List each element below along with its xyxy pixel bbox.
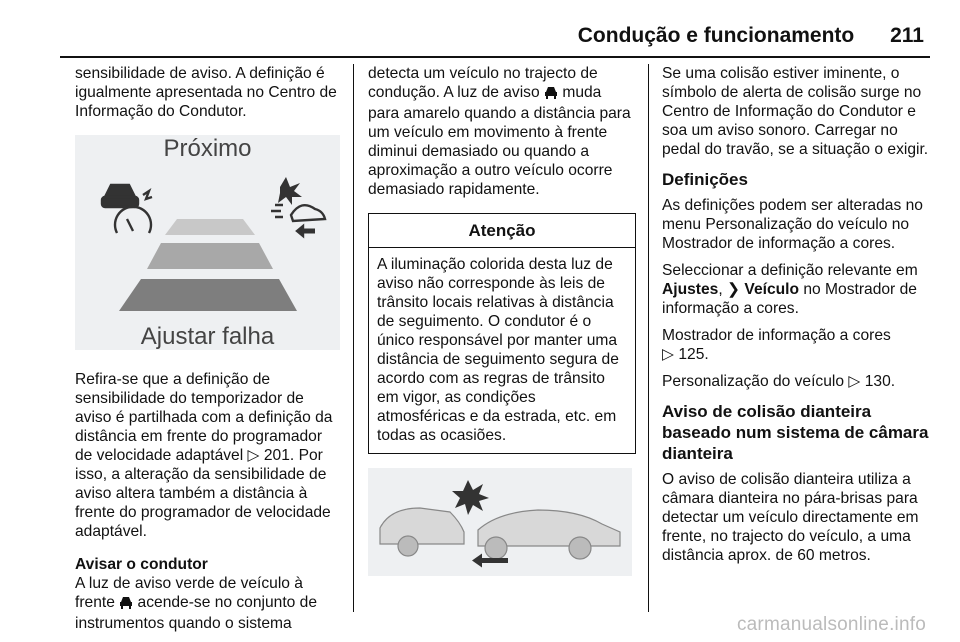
- menu-veiculo: Veículo: [744, 281, 800, 298]
- collision-figure: [368, 468, 632, 576]
- figure-top-label: Próximo: [163, 135, 252, 162]
- paragraph: detecta um veículo no trajecto de condução. A luz de aviso muda para amarelo quando a distância para um veículo em movimento à frente diminui demasiado ou quando a aproximação a outro veículo ocorre demasiado rapidamente.: [368, 65, 631, 198]
- page-reference[interactable]: 125: [678, 346, 705, 363]
- figure-bottom-label: Ajustar falha: [140, 323, 275, 350]
- paragraph: Mostrador de informação a cores ▷ 125.: [662, 327, 891, 363]
- paragraph: sensibilidade de aviso. A definição é igualmente apresentada no Centro de Informação do Condutor.: [75, 65, 337, 120]
- paragraph: Refira-se que a definição de sensibilidade do temporizador de aviso é partilhada com a definição da distância em frente do programador de velocidade adaptável ▷ 201. Por isso, a alteração da sensibilidade de aviso altera também a distância à frente do programador de velocidade adaptável.: [75, 371, 333, 540]
- paragraph: Personalização do veículo ▷ 130.: [662, 373, 896, 390]
- sensitivity-illustration: [75, 135, 340, 350]
- reference-arrow-icon: ▷: [247, 447, 260, 464]
- reference-arrow-icon: ▷: [848, 373, 861, 390]
- own-car-icon: [478, 510, 620, 559]
- header-rule: [60, 56, 930, 58]
- sensitivity-bar-mid: [147, 243, 273, 269]
- page-reference[interactable]: 201: [263, 447, 290, 464]
- collision-warning-icon: [271, 177, 325, 236]
- car-speedometer-icon: [102, 185, 152, 233]
- notice-body: A iluminação colorida desta luz de aviso não corresponde às leis de trânsito locais relativas à distância de seguimento. O condutor é o único responsável por manter uma distância de seguimento segura de acordo com as regras de trânsito em vigor, as condições atmosféricas e da estrada, etc. em todas as ocasiões.: [377, 256, 619, 444]
- page-number: 211: [890, 24, 924, 47]
- vehicle-ahead-icon: [544, 85, 558, 104]
- collision-illustration: [368, 468, 632, 576]
- notice-title: Atenção: [369, 214, 635, 248]
- page-reference[interactable]: 130: [864, 373, 891, 390]
- page-header: [60, 24, 924, 52]
- paragraph: A luz de aviso verde de veículo à frente acende-se no conjunto de instrumentos quando o sistema: [75, 575, 318, 632]
- paragraph: Se uma colisão estiver iminente, o símbolo de alerta de colisão surge no Centro de Informação do Condutor e soa um aviso sonoro. Carregar no pedal do travão, se a situação o exigir.: [662, 65, 929, 158]
- column-divider: [353, 64, 354, 612]
- sensitivity-bar-far: [119, 279, 297, 311]
- paragraph: O aviso de colisão dianteira utiliza a câmara dianteira no pára-brisas para detectar um veículo directamente em frente, no trajecto do veículo, a uma distância aprox. de 60 metros.: [662, 471, 919, 564]
- paragraph: As definições podem ser alteradas no menu Personalização do veículo no Mostrador de informação a cores.: [662, 197, 923, 252]
- menu-ajustes: Ajustes: [662, 281, 719, 298]
- collision-star-icon: [452, 480, 489, 515]
- section-heading: Avisar o condutor: [75, 556, 208, 573]
- reference-arrow-icon: ▷: [662, 346, 674, 363]
- section-title: Condução e funcionamento: [577, 24, 855, 47]
- column-3: [662, 64, 930, 573]
- column-1: [75, 64, 340, 641]
- section-heading: Definições: [662, 170, 748, 189]
- vehicle-ahead-icon: [119, 595, 133, 614]
- column-2: [368, 64, 636, 576]
- front-car-icon: [380, 508, 464, 556]
- warning-notice: [368, 213, 636, 454]
- approach-arrow-icon: [480, 558, 508, 563]
- column-divider: [648, 64, 649, 612]
- sensitivity-bar-near: [165, 219, 255, 235]
- menu-arrow-icon: ❯: [727, 281, 745, 298]
- paragraph: Seleccionar a definição relevante em Ajustes, ❯ Veículo no Mostrador de informação a cores.: [662, 262, 918, 317]
- sensitivity-figure: [75, 135, 340, 350]
- section-heading: Aviso de colisão dianteira baseado num sistema de câmara dianteira: [662, 402, 929, 463]
- watermark: carmanualsonline.info: [736, 614, 926, 635]
